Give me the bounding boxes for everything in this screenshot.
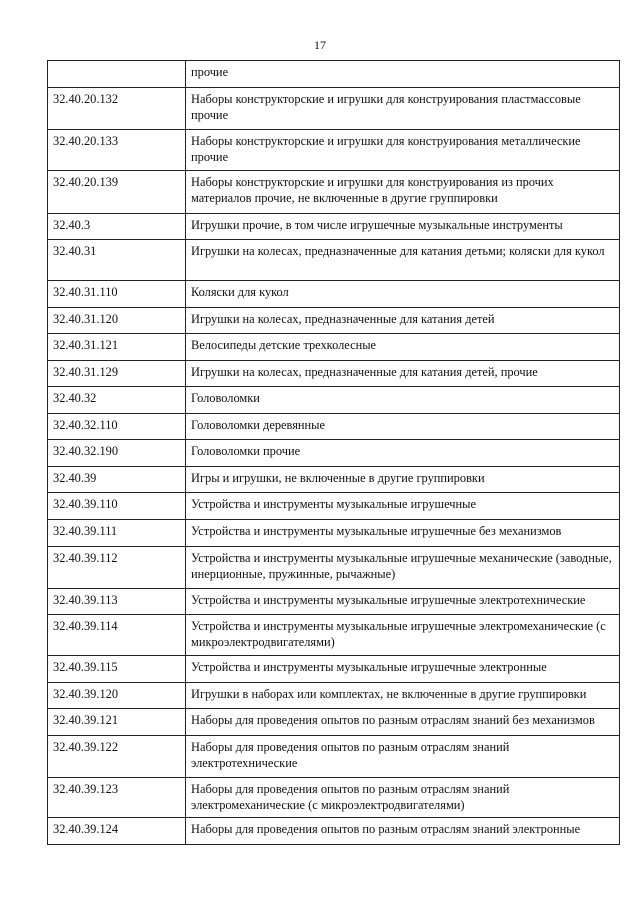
description-cell: Наборы для проведения опытов по разным отраслям знаний электромеханические (с микроэлектродвигателями) bbox=[186, 778, 620, 818]
code-cell: 32.40.20.133 bbox=[48, 130, 186, 171]
table-row bbox=[48, 88, 620, 130]
description-cell: Головоломки прочие bbox=[186, 440, 620, 467]
code-cell: 32.40.31.110 bbox=[48, 281, 186, 308]
table-row bbox=[48, 361, 620, 387]
code-cell: 32.40.39.120 bbox=[48, 683, 186, 709]
table-row bbox=[48, 547, 620, 589]
classification-table bbox=[47, 60, 620, 845]
code-cell: 32.40.32.110 bbox=[48, 414, 186, 440]
code-cell: 32.40.39.115 bbox=[48, 656, 186, 683]
description-cell: Наборы для проведения опытов по разным отраслям знаний электротехнические bbox=[186, 736, 620, 778]
table-row bbox=[48, 334, 620, 361]
description-cell: Игрушки на колесах, предназначенные для катания детей bbox=[186, 308, 620, 334]
code-cell: 32.40.39.112 bbox=[48, 547, 186, 589]
code-cell: 32.40.39.122 bbox=[48, 736, 186, 778]
code-cell: 32.40.39 bbox=[48, 467, 186, 493]
description-cell: Устройства и инструменты музыкальные игрушечные электротехнические bbox=[186, 589, 620, 615]
code-cell: 32.40.20.139 bbox=[48, 171, 186, 214]
table-row bbox=[48, 589, 620, 615]
table-body bbox=[48, 61, 620, 845]
code-cell: 32.40.31.121 bbox=[48, 334, 186, 361]
table-row bbox=[48, 308, 620, 334]
table-row bbox=[48, 440, 620, 467]
table-row bbox=[48, 467, 620, 493]
description-cell: Велосипеды детские трехколесные bbox=[186, 334, 620, 361]
description-cell: Игрушки в наборах или комплектах, не включенные в другие группировки bbox=[186, 683, 620, 709]
code-cell: 32.40.39.124 bbox=[48, 818, 186, 845]
description-cell: Устройства и инструменты музыкальные игрушечные bbox=[186, 493, 620, 520]
code-cell: 32.40.39.123 bbox=[48, 778, 186, 818]
code-cell: 32.40.39.111 bbox=[48, 520, 186, 547]
description-cell: Устройства и инструменты музыкальные игрушечные без механизмов bbox=[186, 520, 620, 547]
table-row bbox=[48, 214, 620, 240]
table-row bbox=[48, 709, 620, 736]
table-row bbox=[48, 818, 620, 845]
table-row bbox=[48, 683, 620, 709]
description-cell: Головоломки деревянные bbox=[186, 414, 620, 440]
table-row bbox=[48, 615, 620, 656]
page-number: 17 bbox=[314, 38, 326, 52]
description-cell: Устройства и инструменты музыкальные игрушечные электронные bbox=[186, 656, 620, 683]
code-cell: 32.40.32.190 bbox=[48, 440, 186, 467]
description-cell: Игрушки прочие, в том числе игрушечные музыкальные инструменты bbox=[186, 214, 620, 240]
description-cell: Игрушки на колесах, предназначенные для катания детьми; коляски для кукол bbox=[186, 240, 620, 281]
description-cell: Игрушки на колесах, предназначенные для катания детей, прочие bbox=[186, 361, 620, 387]
code-cell: 32.40.39.110 bbox=[48, 493, 186, 520]
table-row bbox=[48, 281, 620, 308]
description-cell: Устройства и инструменты музыкальные игрушечные механические (заводные, инерционные, пружинные, рычажные) bbox=[186, 547, 620, 589]
code-cell: 32.40.39.113 bbox=[48, 589, 186, 615]
table-row bbox=[48, 387, 620, 414]
code-cell: 32.40.31.120 bbox=[48, 308, 186, 334]
description-cell: Игры и игрушки, не включенные в другие группировки bbox=[186, 467, 620, 493]
code-cell: 32.40.31.129 bbox=[48, 361, 186, 387]
code-cell: 32.40.3 bbox=[48, 214, 186, 240]
description-cell: прочие bbox=[186, 61, 620, 88]
code-cell: 32.40.20.132 bbox=[48, 88, 186, 130]
table-row bbox=[48, 171, 620, 214]
code-cell: 32.40.39.114 bbox=[48, 615, 186, 656]
description-cell: Наборы для проведения опытов по разным отраслям знаний без механизмов bbox=[186, 709, 620, 736]
table-row bbox=[48, 414, 620, 440]
description-cell: Головоломки bbox=[186, 387, 620, 414]
code-cell: 32.40.39.121 bbox=[48, 709, 186, 736]
table-row bbox=[48, 656, 620, 683]
description-cell: Наборы для проведения опытов по разным отраслям знаний электронные bbox=[186, 818, 620, 845]
table-row bbox=[48, 736, 620, 778]
description-cell: Наборы конструкторские и игрушки для конструирования из прочих материалов прочие, не включенные в другие группировки bbox=[186, 171, 620, 214]
description-cell: Устройства и инструменты музыкальные игрушечные электромеханические (с микроэлектродвигателями) bbox=[186, 615, 620, 656]
description-cell: Коляски для кукол bbox=[186, 281, 620, 308]
table-row bbox=[48, 61, 620, 88]
table-row bbox=[48, 520, 620, 547]
table-row bbox=[48, 130, 620, 171]
description-cell: Наборы конструкторские и игрушки для конструирования металлические прочие bbox=[186, 130, 620, 171]
description-cell: Наборы конструкторские и игрушки для конструирования пластмассовые прочие bbox=[186, 88, 620, 130]
code-cell: 32.40.32 bbox=[48, 387, 186, 414]
code-cell bbox=[48, 61, 186, 88]
table-row bbox=[48, 240, 620, 281]
table-row bbox=[48, 778, 620, 818]
table-row bbox=[48, 493, 620, 520]
code-cell: 32.40.31 bbox=[48, 240, 186, 281]
